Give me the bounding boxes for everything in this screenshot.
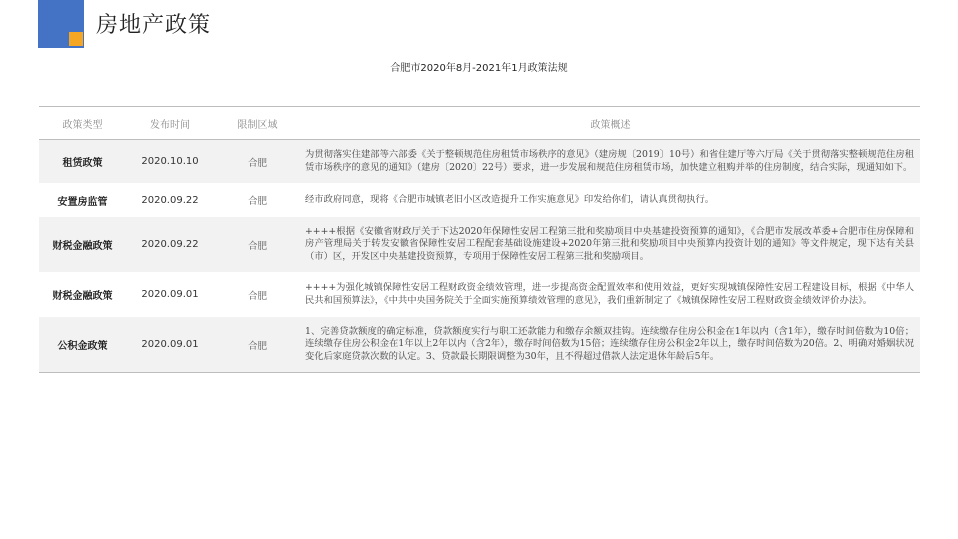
table-row bbox=[39, 217, 920, 273]
table-row bbox=[39, 273, 920, 317]
table-caption: 合肥市2020年8月-2021年1月政策法规 bbox=[390, 63, 568, 74]
table-row bbox=[39, 184, 920, 217]
summary-cell: 为贯彻落实住建部等六部委《关于整顿规范住房租赁市场秩序的意见》（建房规〔2019〕10号）和省住建厅等六厅局《关于贯彻落实整顿规范住房租赁市场秩序的意见的通知》（建房〔2020〕22号）要求，进一步发展和规范住房租赁市场，加快建立租购并举的住房制度，结合实际，现通知如下。 bbox=[301, 140, 920, 184]
logo-orange-square bbox=[69, 32, 83, 46]
column-header-date: 发布时间 bbox=[126, 107, 214, 140]
region-cell: 合肥 bbox=[214, 217, 301, 273]
summary-cell: 1、完善贷款额度的确定标准，贷款额度实行与职工还款能力和缴存余额双挂钩。连续缴存住房公积金在1年以内（含1年），缴存时间倍数为10倍；连续缴存住房公积金在1年以上2年以内（含2年），缴存时间倍数为15倍；连续缴存住房公积金2年以上，缴存时间倍数为20倍。2、明确对婚姻状况变化后家庭贷款次数的认定。3、贷款最长期限调整为30年，且不得超过借款人法定退休年龄后5年。 bbox=[301, 317, 920, 373]
page-title: 房地产政策 bbox=[96, 13, 212, 38]
table-header-row bbox=[39, 107, 920, 140]
summary-cell: ++++为强化城镇保障性安居工程财政资金绩效管理，进一步提高资金配置效率和使用效益，更好实现城镇保障性安居工程建设目标，根据《中华人民共和国预算法》，《中共中央国务院关于全面实施预算绩效管理的意见》，我们重新制定了《城镇保障性安居工程财政资金绩效评价办法》。 bbox=[301, 273, 920, 317]
policy-type-cell: 财税金融政策 bbox=[39, 273, 126, 317]
table-row bbox=[39, 317, 920, 373]
policy-type-cell: 安置房监管 bbox=[39, 184, 126, 217]
region-cell: 合肥 bbox=[214, 317, 301, 373]
policy-type-cell: 财税金融政策 bbox=[39, 217, 126, 273]
date-cell: 2020.09.01 bbox=[126, 317, 214, 373]
table-row bbox=[39, 140, 920, 184]
summary-cell: ++++根据《安徽省财政厅关于下达2020年保障性安居工程第三批和奖励项目中央基建投资预算的通知》，《合肥市发展改革委+合肥市住房保障和房产管理局关于转发安徽省保障性安居工程配套基础设施建设+2020年第三批和奖励项目中央预算内投资计划的通知》等文件规定，现下达有关县（市）区，开发区中央基建投资预算，专项用于保障性安居工程第三批和奖励项目。 bbox=[301, 217, 920, 273]
column-header-type: 政策类型 bbox=[39, 107, 126, 140]
policy-table bbox=[39, 106, 920, 373]
summary-cell: 经市政府同意，现将《合肥市城镇老旧小区改造提升工作实施意见》印发给你们，请认真贯彻执行。 bbox=[301, 184, 920, 217]
date-cell: 2020.09.01 bbox=[126, 273, 214, 317]
region-cell: 合肥 bbox=[214, 184, 301, 217]
policy-type-cell: 公积金政策 bbox=[39, 317, 126, 373]
date-cell: 2020.09.22 bbox=[126, 217, 214, 273]
date-cell: 2020.09.22 bbox=[126, 184, 214, 217]
column-header-region: 限制区域 bbox=[214, 107, 301, 140]
policy-type-cell: 租赁政策 bbox=[39, 140, 126, 184]
date-cell: 2020.10.10 bbox=[126, 140, 214, 184]
region-cell: 合肥 bbox=[214, 273, 301, 317]
column-header-summary: 政策概述 bbox=[301, 107, 920, 140]
region-cell: 合肥 bbox=[214, 140, 301, 184]
